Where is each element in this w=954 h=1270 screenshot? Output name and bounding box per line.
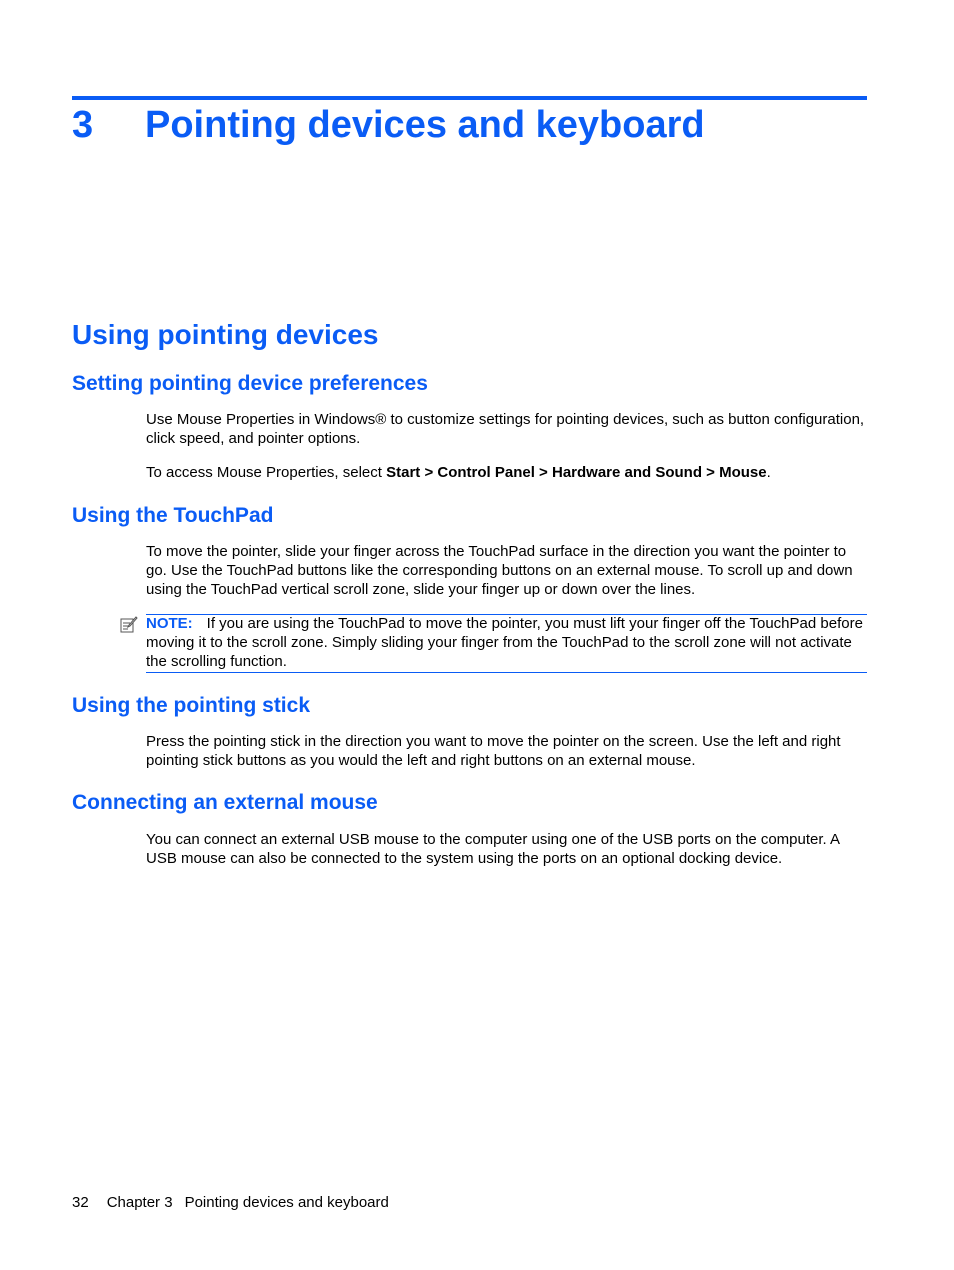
- touchpad-heading: Using the TouchPad: [72, 504, 274, 527]
- touchpad-paragraph: To move the pointer, slide your finger across the TouchPad surface in the direction you want the pointer to go. Use the TouchPad buttons like the corresponding buttons on an external mouse. To scroll up and down using the TouchPad vertical scroll zone, slide your finger up or down over the lines.: [146, 543, 853, 598]
- note-text: If you are using the TouchPad to move the pointer, you must lift your finger off the TouchPad before moving it to the scroll zone. Simply sliding your finger from the TouchPad to the scroll zone will not activate the scrolling function.: [146, 615, 863, 670]
- chapter-number: 3: [72, 104, 94, 146]
- chapter-rule: [72, 96, 867, 100]
- access-prefix: To access Mouse Properties, select: [146, 464, 387, 481]
- stick-paragraph: Press the pointing stick in the direction you want to move the pointer on the screen. Use the left and right pointing stick buttons as you would the left and right buttons on an external mouse.: [146, 733, 841, 769]
- mouse-paragraph: You can connect an external USB mouse to the computer using one of the USB ports on the computer. A USB mouse can also be connected to the system using the ports on an optional docking device.: [146, 831, 840, 867]
- page-footer: [72, 1193, 389, 1212]
- preferences-access-paragraph: [146, 463, 870, 482]
- chapter-heading: [72, 103, 705, 147]
- footer-chapter-title: Pointing devices and keyboard: [184, 1194, 389, 1211]
- note-pencil-icon: [120, 616, 138, 633]
- note-label: NOTE:: [146, 615, 193, 632]
- preferences-paragraph: Use Mouse Properties in Windows® to customize settings for pointing devices, such as button configuration, click speed, and pointer options.: [146, 411, 865, 447]
- access-suffix: .: [766, 464, 771, 481]
- access-path: Start > Control Panel > Hardware and Sound > Mouse: [386, 464, 767, 481]
- preferences-heading: Setting pointing device preferences: [72, 372, 428, 395]
- section-title: Using pointing devices: [72, 319, 379, 350]
- stick-heading: Using the pointing stick: [72, 694, 311, 717]
- chapter-title: Pointing devices and keyboard: [145, 104, 705, 146]
- mouse-heading: Connecting an external mouse: [72, 791, 378, 814]
- page-number: 32: [72, 1194, 89, 1211]
- note-paragraph: [146, 614, 867, 671]
- note-bottom-rule: [146, 672, 867, 673]
- footer-chapter-label: Chapter 3: [106, 1194, 173, 1211]
